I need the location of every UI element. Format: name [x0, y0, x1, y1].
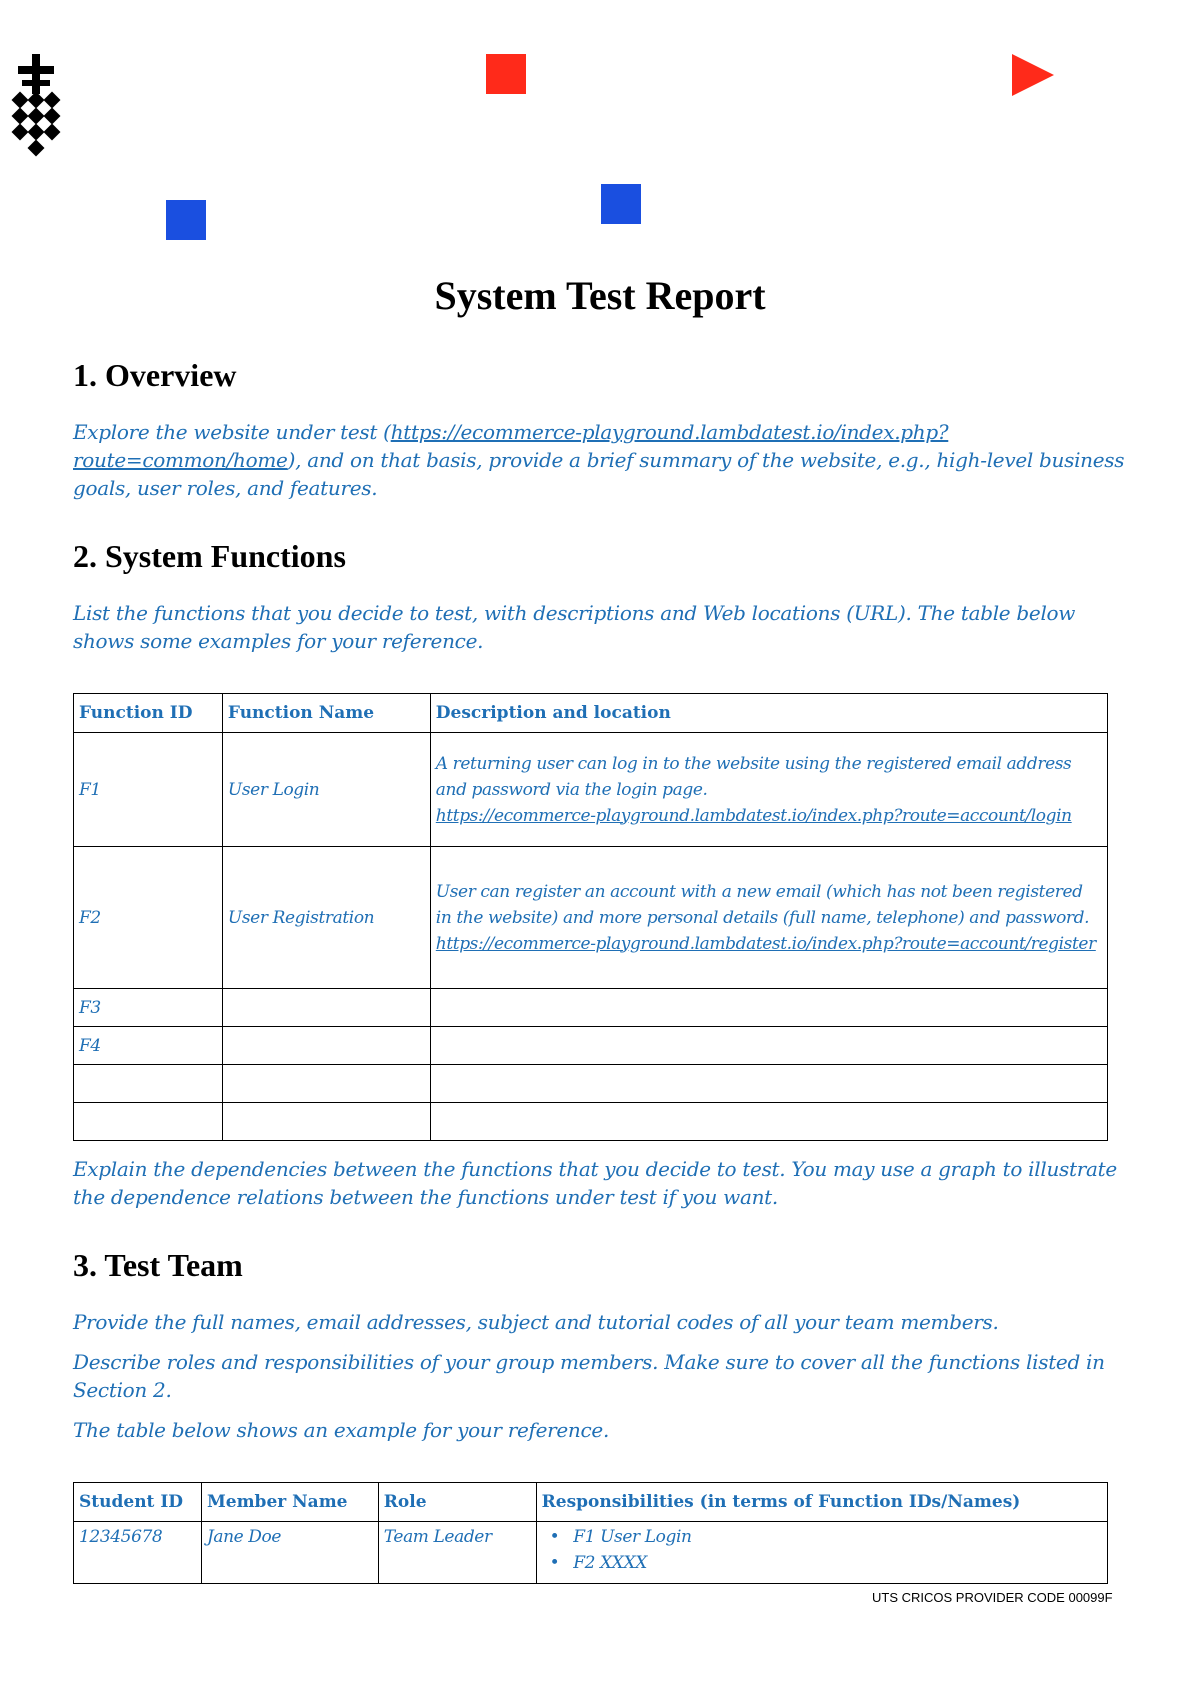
dependencies-paragraph: Explain the dependencies between the functions that you decide to test. You may use a graph to illustrate the dependence relations between the functions under test if you want. [73, 1157, 1117, 1209]
login-url-link[interactable]: https://ecommerce-playground.lambdatest.io/index.php?route=account/login [435, 805, 1072, 826]
team-table [73, 1482, 1108, 1584]
table-row [74, 989, 1108, 1027]
table-row [74, 733, 1108, 847]
function-id-cell: F3 [74, 989, 223, 1027]
function-name-cell [222, 989, 430, 1027]
responsibilities-cell [536, 1522, 1107, 1584]
function-name-cell [222, 1027, 430, 1065]
header-student-id: Student ID [74, 1483, 202, 1522]
function-id-cell [74, 1065, 223, 1103]
test-team-heading: 3. Test Team [73, 1247, 243, 1283]
function-name-cell: User Registration [222, 847, 430, 989]
function-name-cell [222, 1065, 430, 1103]
header-responsibilities: Responsibilities (in terms of Function IDs/Names) [536, 1483, 1107, 1522]
team-paragraph-3: The table below shows an example for your reference. [73, 1418, 610, 1442]
team-table-header [74, 1483, 1108, 1522]
member-name-cell: Jane Doe [201, 1522, 378, 1584]
table-row [74, 1065, 1108, 1103]
header-function-id: Function ID [74, 694, 223, 733]
register-url-link[interactable]: https://ecommerce-playground.lambdatest.io/index.php?route=account/register [435, 933, 1096, 954]
list-item: • F2 XXXX [572, 1550, 1102, 1576]
red-triangle-decoration [1012, 54, 1054, 96]
team-paragraph-1: Provide the full names, email addresses, subject and tutorial codes of all your team members. [73, 1310, 999, 1334]
description-cell [430, 1103, 1107, 1141]
list-item: • F1 User Login [572, 1524, 1102, 1550]
table-row [74, 1027, 1108, 1065]
home-page-link[interactable]: https://ecommerce-playground.lambdatest.io/index.php?route=common/home [73, 420, 949, 472]
function-id-cell: F2 [74, 847, 223, 989]
overview-heading: 1. Overview [73, 357, 237, 393]
function-id-cell [74, 1103, 223, 1141]
table-row [74, 847, 1108, 989]
description-text: User can register an account with a new email (which has not been registered in the website) and more personal details (full name, telephone) and password. [435, 881, 1090, 928]
document-title: System Test Report [434, 273, 766, 318]
table-row [74, 1103, 1108, 1141]
red-square-decoration [486, 54, 526, 94]
header-role: Role [378, 1483, 536, 1522]
role-cell: Team Leader [378, 1522, 536, 1584]
functions-intro: List the functions that you decide to test, with descriptions and Web locations (URL). The table below shows some examples for your reference. [73, 601, 1076, 653]
system-functions-heading: 2. System Functions [73, 538, 346, 574]
header-function-name: Function Name [222, 694, 430, 733]
footer-cricos-code: UTS CRICOS PROVIDER CODE 00099F [872, 1590, 1113, 1605]
functions-table-header [74, 694, 1108, 733]
description-cell [430, 989, 1107, 1027]
blue-square-decoration-left [166, 200, 206, 240]
responsibilities-list [542, 1524, 1102, 1576]
header-member-name: Member Name [201, 1483, 378, 1522]
description-cell [430, 1027, 1107, 1065]
function-id-cell: F1 [74, 733, 223, 847]
function-id-cell: F4 [74, 1027, 223, 1065]
functions-table [73, 693, 1108, 1141]
uts-crest-logo [8, 54, 64, 158]
overview-text-start: Explore the website under test ( [73, 420, 391, 444]
header-description: Description and location [430, 694, 1107, 733]
student-id-cell: 12345678 [74, 1522, 202, 1584]
table-row [74, 1522, 1108, 1584]
blue-square-decoration-right [601, 184, 641, 224]
description-cell [430, 1065, 1107, 1103]
function-name-cell [222, 1103, 430, 1141]
overview-text-end: ), and on that basis, provide a brief summary of the website, e.g., high-level business goals, user roles, and features. [73, 448, 1125, 500]
description-text: A returning user can log in to the website using the registered email address and password via the login page. [435, 753, 1072, 800]
description-cell [430, 847, 1107, 989]
description-cell [430, 733, 1107, 847]
function-name-cell: User Login [222, 733, 430, 847]
team-paragraph-2: Describe roles and responsibilities of your group members. Make sure to cover all the functions listed in Section 2. [73, 1350, 1105, 1402]
overview-paragraph [73, 418, 1133, 502]
